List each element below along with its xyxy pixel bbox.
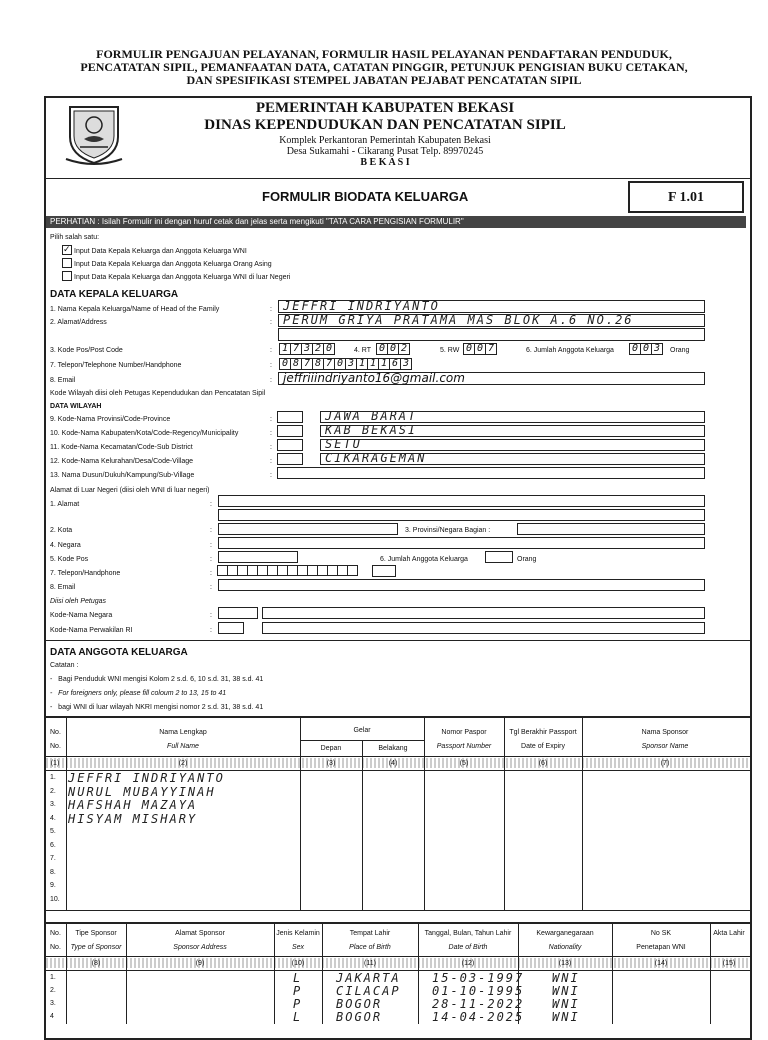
row-number: 1. [50,774,56,781]
colon: : [210,556,212,563]
note-3: - bagi WNI di luar wilayah NKRI mengisi nomor 2 s.d. 31, 38 s.d. 41 [50,704,264,711]
district-value: SETU [325,437,362,451]
colon: : [270,362,272,369]
th2-birthplace-en: Place of Birth [349,944,391,951]
member-nationality: WNI [552,984,580,998]
row-number: 3. [50,801,56,808]
option-foreign[interactable] [62,259,272,269]
colon: : [270,377,272,384]
province-code[interactable] [277,411,303,423]
digit-cell: 1 [279,343,291,355]
member-birthdate: 14-04-2025 [432,1010,525,1024]
table-col-line [612,922,613,1024]
representative-code-field[interactable] [218,622,244,634]
member-fullname: HAFSHAH MAZAYA [68,798,198,812]
label-subvillage: 13. Nama Dusun/Dukuh/Kampung/Sub-Village [50,472,195,479]
form-title: FORMULIR BIODATA KELUARGA [262,189,469,204]
form-frame [44,96,752,1040]
colon: : [210,542,212,549]
agency-address-1: Komplek Perkantoran Pemerintah Kabupaten Bekasi [279,135,491,146]
section-wilayah: DATA WILAYAH [50,403,102,410]
member-fullname: JEFFRI INDRIYANTO [68,771,225,785]
region-note: Kode Wilayah diisi oleh Petugas Kependudukan dan Pencatatan Sipil [50,390,266,397]
digit-cell [347,565,358,576]
section-anggota: DATA ANGGOTA KELUARGA [50,647,188,658]
th-sponsor: Nama Sponsor [641,729,689,736]
th2-no-en: No. [50,944,61,951]
bekasi-regency-emblem-icon [62,103,126,167]
th2-sk-number-en: Penetapan WNI [636,944,686,951]
label-abroad-address: 1. Alamat [50,501,80,508]
label-abroad-city: 2. Kota [50,527,73,534]
label-abroad-postcode: 5. Kode Pos [50,556,89,563]
abroad-address-field-2[interactable] [218,509,705,521]
option-wni-abroad[interactable] [62,272,290,282]
abroad-postcode-field[interactable] [218,551,298,563]
member-sex: P [293,997,303,1011]
colnum-14: (14) [654,960,668,967]
agency-name-1: PEMERINTAH KABUPATEN BEKASI [255,100,515,116]
label-abroad-province: 3. Provinsi/Negara Bagian : [405,527,491,534]
village-value: CIKARAGEMAN [325,451,427,465]
postcode-cells[interactable] [280,343,335,355]
colon: : [270,416,272,423]
header-line-2: PENCATATAN SIPIL, PEMANFAATAN DATA, CATATAN PINGGIR, PETUNJUK PENGISIAN BUKU CETAKAN, [80,60,688,74]
member-sex: L [293,971,303,985]
th-fullname-en: Full Name [167,743,199,750]
th-passport-en: Passport Number [436,743,492,750]
regency-code[interactable] [277,425,303,437]
th2-birthplace: Tempat Lahir [349,930,391,937]
colon: : [210,627,212,634]
digit-cell: 0 [279,358,291,370]
colnum-9: (9) [195,960,205,967]
village-field[interactable] [320,453,705,465]
email-field[interactable] [278,372,705,385]
th-title-front: Depan [320,745,342,752]
table-line [44,716,750,718]
colnum-1: (1) [50,760,60,767]
choose-label: Pilih salah satu: [50,234,100,241]
digit-cell: 3 [400,358,412,370]
abroad-member-count-field[interactable] [485,551,513,563]
colnum-3: (3) [326,760,336,767]
section-kepala: DATA KEPALA KELUARGA [50,289,179,300]
label-district: 11. Kode-Nama Kecamatan/Code-Sub District [50,444,193,451]
member-nationality: WNI [552,1010,580,1024]
abroad-heading: Alamat di Luar Negeri (diisi oleh WNI di luar negeri) [50,487,210,494]
member-sex: L [293,1010,303,1024]
digit-cell: 0 [640,343,652,355]
colnum-8: (8) [91,960,101,967]
colon: : [210,584,212,591]
colon: : [270,458,272,465]
label-village: 12. Kode-Nama Kelurahan/Desa/Code-Village [50,458,194,465]
rt-cells[interactable] [377,343,410,355]
th-no-en: No. [50,743,61,750]
colon: : [210,501,212,508]
th2-birthdate: Tanggal, Bulan, Tahun Lahir [424,930,512,937]
abroad-email-field[interactable] [218,579,705,591]
colnum-4: (4) [388,760,398,767]
th2-no: No. [50,930,61,937]
colon: : [210,570,212,577]
abroad-phone-cells[interactable] [218,565,358,576]
table-line [44,956,750,957]
district-code[interactable] [277,439,303,451]
th2-birthdate-en: Date of Birth [448,944,488,951]
option-wni-abroad-label: Input Data Kepala Keluarga dan Anggota Keluarga WNI di luar Negeri [74,273,291,281]
colon: : [270,306,272,313]
table-line [44,922,750,924]
subvillage-field[interactable] [277,467,705,479]
rw-cells[interactable] [464,343,497,355]
address-value: PERUM GRIYA PRATAMA MAS BLOK A.6 NO.26 [283,313,634,327]
divider [44,640,750,641]
th-title-back: Belakang [378,745,408,752]
digit-cell: 7 [301,358,313,370]
district-field[interactable] [320,439,705,451]
note-1-text: Bagi Penduduk WNI mengisi Kolom 2 s.d. 6, 10 s.d. 31, 38 s.d. 41 [58,676,264,683]
table-col-line [126,922,127,1024]
note-2: - For foreigners only, please fill coloum 2 to 13, 15 to 41 [50,690,227,697]
email-value: jeffriiindriyanto16@gmail.com [283,371,465,385]
row-number: 5. [50,828,56,835]
representative-name-field[interactable] [262,622,705,634]
th-title: Gelar [353,727,371,734]
th-passport-expiry: Tgl Berakhir Passport [509,729,577,736]
agency-city: B E K A S I [360,157,410,168]
member-count-cells[interactable] [630,343,663,355]
form-code: F 1.01 [628,181,744,213]
row-number: 4. [50,814,56,822]
th-fullname: Nama Lengkap [159,729,207,736]
checkbox-wni[interactable]: ✓ [63,244,71,254]
digit-cell: 0 [334,358,346,370]
th2-sex-en: Sex [291,944,305,951]
label-abroad-country: 4. Negara [50,542,81,549]
row-number: 6. [50,841,56,849]
address-field[interactable] [278,314,705,327]
colon: : [270,472,272,479]
th-passport-expiry-en: Date of Expiry [521,743,565,750]
label-representative: Kode-Nama Perwakilan RI [50,627,133,634]
table-col-line [322,922,323,1024]
option-wni-label: Input Data Kepala Keluarga dan Anggota Keluarga WNI [74,247,247,255]
note-1: - Bagi Penduduk WNI mengisi Kolom 2 s.d. 6, 10 s.d. 31, 38 s.d. 41 [50,676,264,683]
label-email: 8. Email [50,377,76,384]
agency-address-2: Desa Sukamahi - Cikarang Pusat Telp. 89970245 [286,146,484,157]
label-province: 9. Kode-Nama Provinsi/Code-Province [50,416,171,423]
abroad-city-field[interactable] [218,523,398,535]
th2-sponsor-address: Alamat Sponsor [175,930,225,937]
table-col-line [710,922,711,1024]
member-birthplace: BOGOR [336,997,383,1011]
label-member-count: 6. Jumlah Anggota Keluarga [526,347,614,354]
member-fullname: HISYAM MISHARY [68,811,198,826]
digit-cell: 2 [312,343,324,355]
divider [44,178,750,179]
th2-sk-number: No SK [650,930,672,937]
row-number: 10. [50,895,60,903]
digit-cell: 0 [323,343,335,355]
colnum-2: (2) [178,760,188,767]
digit-cell: 0 [376,343,388,355]
colnum-6: (6) [538,760,548,767]
digit-cell: 0 [474,343,486,355]
label-rt: 4. RT [354,347,371,354]
label-orang: Orang [670,347,690,354]
member-birthdate: 01-10-1995 [432,984,525,998]
label-abroad-member-count: 6. Jumlah Anggota Keluarga [380,556,468,563]
digit-cell: 8 [312,358,324,370]
digit-cell: 3 [301,343,313,355]
address-field-2[interactable] [278,328,705,341]
village-code[interactable] [277,453,303,465]
digit-cell: 2 [398,343,410,355]
colnum-5: (5) [459,760,469,767]
th2-sex: Jenis Kelamin [276,930,320,937]
colnum-10: (10) [291,960,305,967]
digit-cell: 7 [323,358,335,370]
label-phone: 7. Telepon/Telephone Number/Handphone [50,362,182,369]
row-number: 9. [50,882,56,889]
row-number: 3. [50,1000,56,1007]
digit-cell: 3 [651,343,663,355]
digit-cell: 0 [387,343,399,355]
colon: : [270,347,272,354]
member-sex: P [293,984,303,998]
colon: : [270,444,272,451]
province-field[interactable] [320,411,705,423]
digit-cell: 0 [629,343,641,355]
label-abroad-phone: 7. Telepon/Handphone [50,570,121,577]
checkbox-foreign[interactable] [62,258,72,268]
notes-label: Catatan : [50,662,79,669]
country-code-field[interactable] [218,607,258,619]
province-value: JAWA BARAT [325,409,418,423]
member-fullname: NURUL MUBAYYINAH [68,784,216,799]
member-nationality: WNI [552,997,580,1011]
th2-sponsor-type-en: Type of Sponsor [70,944,122,951]
digit-cell: 1 [356,358,368,370]
digit-cell: 8 [290,358,302,370]
colnum-13: (13) [558,960,572,967]
th-sponsor-en: Sponsor Name [641,743,689,750]
digit-cell: 0 [463,343,475,355]
member-birthplace: JAKARTA [336,971,401,985]
member-birthplace: BOGOR [336,1010,383,1024]
member-birthdate: 28-11-2022 [432,997,525,1011]
regency-value: KAB BEKASI [325,423,418,437]
officer-note: Diisi oleh Petugas [50,598,107,605]
table-line [44,910,750,911]
table-col-line [66,922,67,1024]
label-postcode: 3. Kode Pos/Post Code [50,347,123,354]
header-line-3: DAN SPESIFIKASI STEMPEL JABATAN PEJABAT PENCATATAN SIPIL [186,73,582,87]
th2-sponsor-type: Tipe Sponsor [75,930,117,937]
colon: : [270,430,272,437]
row-number: 2. [50,987,56,994]
table-col-line [418,922,419,1024]
row-number: 2. [50,787,56,795]
label-country-code: Kode-Nama Negara [50,612,113,619]
digit-cell: 7 [290,343,302,355]
member-birthdate: 15-03-1997 [432,971,525,985]
th-passport: Nomor Paspor [441,729,487,736]
checkbox-wni-abroad[interactable] [62,271,72,281]
table-line [44,756,750,757]
th2-nationality: Kewarganegaraan [536,930,594,937]
regency-field[interactable] [320,425,705,437]
abroad-phone-extra[interactable] [372,565,396,577]
abroad-province-field[interactable] [517,523,705,535]
head-name-field[interactable] [278,300,705,313]
notice-bar: PERHATIAN : Isilah Formulir ini dengan huruf cetak dan jelas serta mengikuti "TATA CARA PENGISIAN FORMULIR" [46,216,746,228]
label-abroad-orang: Orang [517,556,537,563]
th2-birth-cert: Akta Lahir [713,930,745,937]
header-line-1: FORMULIR PENGAJUAN PELAYANAN, FORMULIR HASIL PELAYANAN PENDAFTARAN PENDUDUK, [96,47,672,61]
colon: : [210,612,212,619]
abroad-country-field[interactable] [218,537,705,549]
document-header [40,48,728,87]
note-3-text: bagi WNI di luar wilayah NKRI mengisi nomor 2 s.d. 31, 38 s.d. 41 [58,704,264,711]
note-2-text: For foreigners only, please fill coloum 2 to 13, 15 to 41 [58,690,227,697]
phone-cells[interactable] [280,358,412,370]
label-head-name: 1. Nama Kepala Keluarga/Name of Head of the Family [50,306,220,313]
country-name-field[interactable] [262,607,705,619]
label-rw: 5. RW [440,347,460,354]
digit-cell: 6 [389,358,401,370]
member-birthplace: CILACAP [336,984,401,998]
row-number: 7. [50,855,56,862]
label-address: 2. Alamat/Address [50,319,107,326]
row-number: 4 [50,1013,54,1020]
agency-block [150,100,620,168]
option-foreign-label: Input Data Kepala Keluarga dan Anggota Keluarga Orang Asing [74,260,272,268]
agency-name-2: DINAS KEPENDUDUKAN DAN PENCATATAN SIPIL [204,117,566,133]
member-nationality: WNI [552,971,580,985]
colon: : [210,527,212,534]
table-col-line [274,922,275,1024]
th2-nationality-en: Nationality [548,944,582,951]
digit-cell: 1 [367,358,379,370]
colnum-15: (15) [722,960,736,967]
head-name-value: JEFFRI INDRIYANTO [283,299,440,313]
colnum-12: (12) [461,960,475,967]
colnum-7: (7) [660,760,670,767]
digit-cell: 1 [378,358,390,370]
label-regency: 10. Kode-Nama Kabupaten/Kota/Code-Regency/Municipality [50,430,239,437]
th2-sponsor-address-en: Sponsor Address [173,944,227,951]
row-number: 1. [50,974,56,981]
abroad-address-field[interactable] [218,495,705,507]
digit-cell: 7 [485,343,497,355]
th-no: No. [50,729,61,736]
digit-cell: 3 [345,358,357,370]
colon: : [270,319,272,326]
option-wni[interactable] [62,246,247,256]
row-number: 8. [50,868,56,876]
colnum-11: (11) [364,960,376,967]
label-abroad-email: 8. Email [50,584,76,591]
